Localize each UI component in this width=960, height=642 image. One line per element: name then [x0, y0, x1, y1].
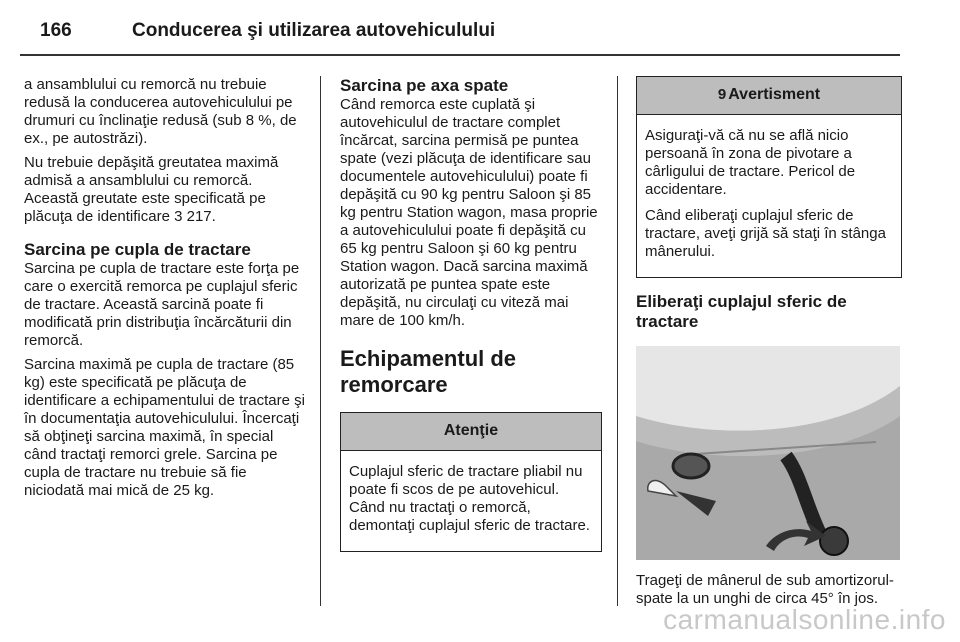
heading-eliberati-cuplaj: Eliberaţi cuplajul sferic de tractare [636, 292, 847, 331]
column-1 [24, 76, 306, 506]
paragraph-cupla-maxima: Sarcina maximă pe cupla de tractare (85 kg) este specificată pe plăcuţa de identificare a echipamentului de tractare şi în documentaţia autovehiculului. Încercaţi să obţineţi sarcina maximă, în special când tractaţi remorci grele. Sarcina pe cupla de tractare nu trebuie să fie niciodată mai mică de 25 kg. [24, 356, 305, 499]
figure-caption: Trageţi de mânerul de sub amortizorul-spate la un unghi de circa 45° în jos. [636, 572, 894, 607]
heading-sarcina-axa: Sarcina pe axa spate [340, 76, 509, 95]
heading-echipament-remorcare: Echipamentul de remorcare [340, 346, 517, 397]
warning-box [636, 76, 902, 278]
attention-title: Atenţie [341, 413, 601, 451]
attention-text: Cuplajul sferic de tractare pliabil nu poate fi scos de pe autovehicul. Când nu tractaţi o remorcă, demontaţi cuplajul sferic de tractare. [349, 463, 590, 534]
heading-sarcina-cupla: Sarcina pe cupla de tractare [24, 240, 251, 259]
paragraph-greutate [24, 154, 306, 226]
tow-hitch-release-illustration [636, 346, 900, 560]
page-number: 166 [40, 20, 72, 41]
header-divider [20, 54, 900, 56]
watermark-text: carmanualsonline.info [663, 604, 946, 635]
paragraph-cupla-definitie: Sarcina pe cupla de tractare este forţa pe care o exercită remorca pe cuplajul sferic de tractare. Această sarcină poate fi modificată prin distribuţia încărcăturii din remorcă. [24, 260, 300, 349]
warning-text-1: Asiguraţi-vă că nu se află nicio persoană în zona de pivotare a cârligului de tractare. Pericol de accidentare. [645, 127, 856, 198]
page-title: Conducerea şi utilizarea autovehiculului [132, 20, 496, 41]
paragraph-greutate-text: Nu trebuie depăşită greutatea maximă admisă a ansamblului cu remorcă. Această greutate este specificată pe plăcuţa de identificare [24, 154, 279, 225]
warning-title: Avertisment [728, 86, 821, 103]
paragraph-axa-spate: Când remorca este cuplată şi autovehiculul de tractare complet încărcat, sarcina permisă pe puntea spate (vezi plăcuţa de identificare sau documentele autovehiculului) poate fi depăşită cu 90 kg pentru Saloon şi 85 kg pentru Station wagon, masa proprie a autovehiculului poate fi depăşită cu 65 kg pentru Saloon şi 60 kg pentru Station wagon. Dacă sarcina maximă autorizată pe puntea spate este depăşită, nu circulaţi cu viteză mai mare de 100 km/h. [340, 96, 598, 329]
warning-text-2: Când eliberaţi cuplajul sferic de tractare, aveţi grijă să staţi în stânga mânerului. [645, 207, 886, 260]
page-header [16, 12, 900, 52]
column-2 [340, 76, 602, 552]
column-divider-1 [320, 76, 321, 606]
warning-icon: 9 [717, 86, 727, 103]
attention-box [340, 412, 602, 552]
paragraph-ansamblu: a ansamblului cu remorcă nu trebuie redusă la conducerea autovehiculului pe drumuri cu înclinaţie redusă (sub 8 %, de ex., pe autostrăzi). [24, 76, 297, 147]
column-3 [636, 76, 902, 614]
page-reference-link[interactable]: 3 217. [174, 208, 216, 225]
warning-header [637, 77, 901, 115]
column-divider-2 [617, 76, 618, 606]
